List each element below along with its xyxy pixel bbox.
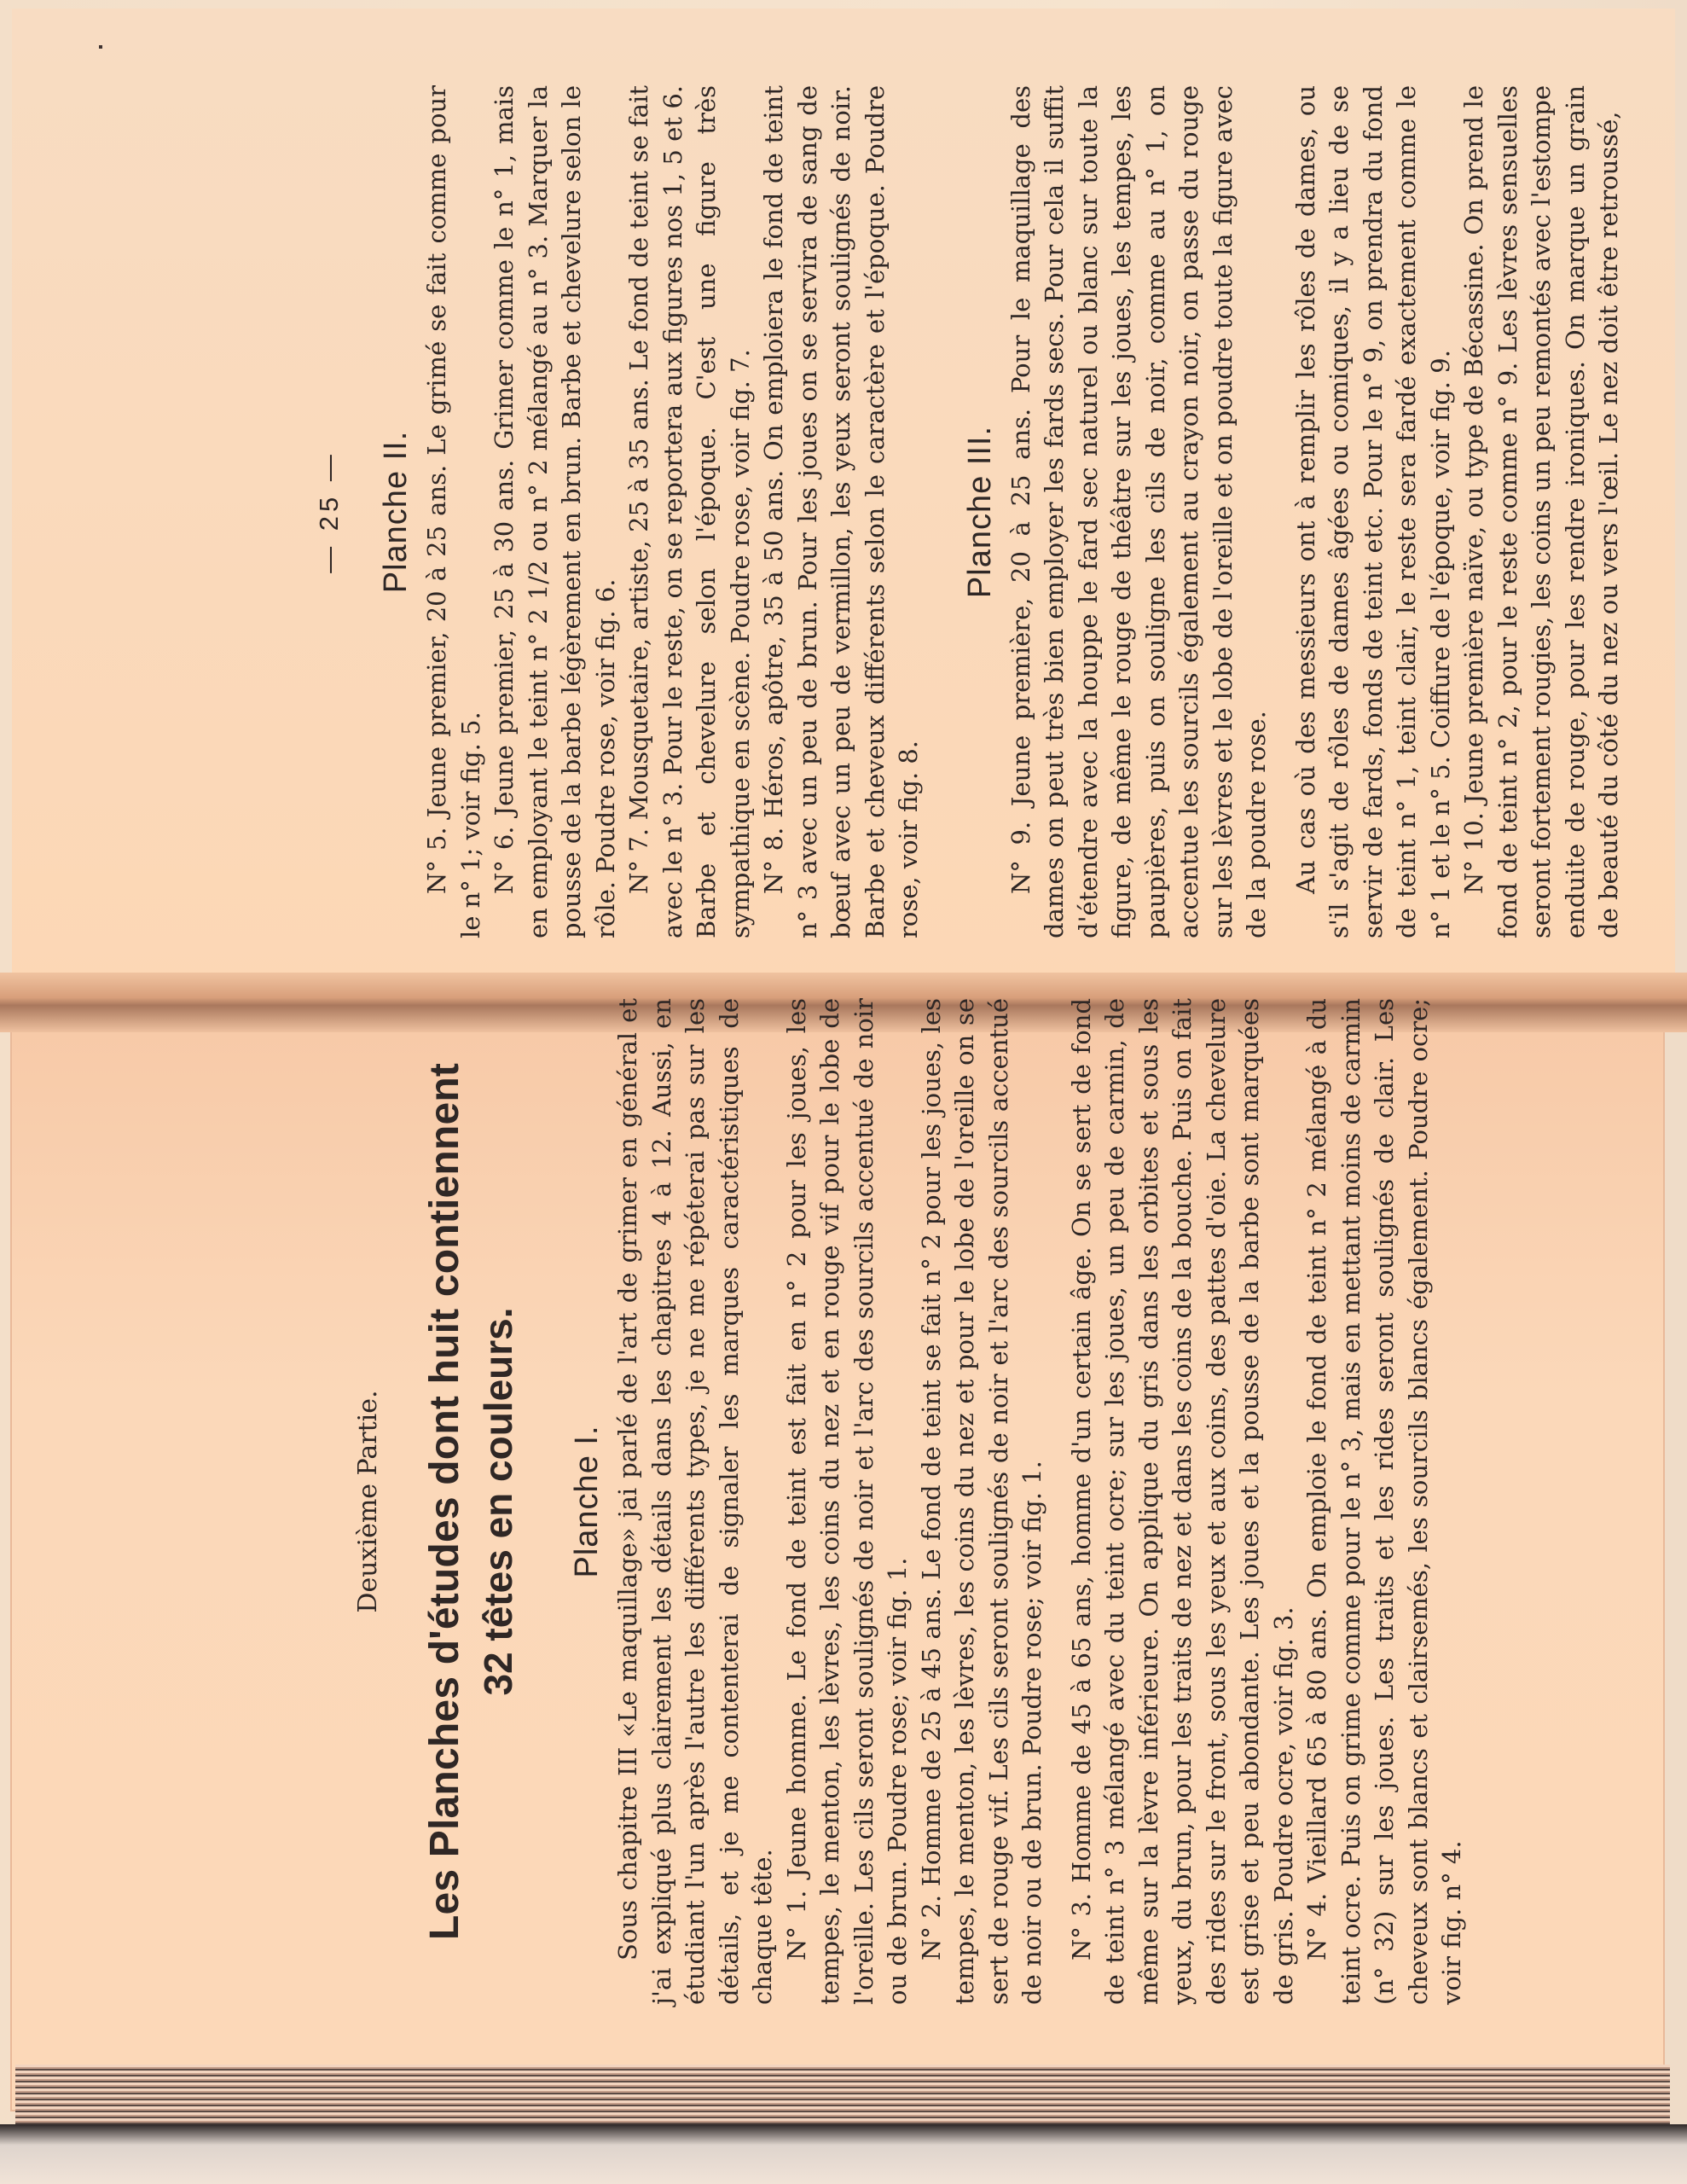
part-heading: Deuxième Partie. [353, 1390, 383, 1613]
plate-i-heading: Planche I. [569, 1425, 605, 1578]
main-subtitle: 32 têtes en couleurs. [476, 1307, 520, 1696]
left-paragraph-no-1: N° 1. Jeune homme. Le fond de teint est fait en n° 2 pour les joues, les tempes, le menton, les lèvres, les coins du nez et en rouge vif pour le lobe de l'oreille. Les cils seront soulignés de noir et l'arc des sourcils accentué de noir ou de brun. Poudre rose; voir fig. 1. [781, 998, 912, 2005]
right-paragraph-no-6: N° 6. Jeune premier, 25 à 30 ans. Grimer comme le n° 1, mais en employant le teint n° 2 1/2 ou n° 2 mélangé au n° 3. Marquer la pousse de la barbe légèrement en brun. Barbe et chevelure selon le rôle. Poudre rose, voir fig. 6. [490, 85, 620, 938]
right-paragraph-men-as-women: Au cas où des messieurs ont à remplir les rôles de dames, ou s'il s'agit de rôles de dames âgées ou comiques, il y a lieu de se servir de fards, fonds de teint etc. Pour le n° 9, on prendra du fond de teint n° 1, teint clair, le reste sera fardé exactement comme le n° 1 et le n° 5. Coiffure de l'époque, voir fig. 9. [1290, 85, 1455, 938]
main-title: Les Planches d'études dont huit contiennent [422, 1062, 467, 1941]
right-page-text [311, 85, 1626, 938]
plate-ii-heading: Planche II. [378, 430, 414, 594]
left-page-text [350, 998, 1470, 2005]
left-paragraph-no-4: N° 4. Vieillard 65 à 80 ans. On emploie le fond de teint n° 2 mélangé à du teint ocre. Puis on grime comme pour le n° 3, mais en mettant moins de carmin (n° 32) sur les joues. Les traits et les rides seront soulignés de clair. Les cheveux sont blancs et clairsemés, les sourcils blancs également. Poudre ocre; voir fig. n° 4. [1302, 998, 1466, 2005]
right-paragraph-no-5: N° 5. Jeune premier, 20 à 25 ans. Le grimé se fait comme pour le n° 1; voir fig. 5. [422, 85, 485, 938]
right-paragraph-no-9: N° 9. Jeune première, 20 à 25 ans. Pour le maquillage des dames on peut très bien employer les fards secs. Pour cela il suffit d'étendre avec la houppe le fard sec naturel ou blanc sur toute la figure, de même le rouge de théâtre sur les joues, les tempes, les paupières, puis on souligne les cils de noir, comme au n° 1, on accentue les sourcils également au crayon noir, on passe du rouge sur les lèvres et le lobe de l'oreille et on poudre toute la figure avec de la poudre rose. [1006, 85, 1271, 938]
right-paragraph-no-7: N° 7. Mousquetaire, artiste, 25 à 35 ans. Le fond de teint se fait avec le n° 3. Pour le reste, on se reportera aux figures nos 1, 5 et 6. Barbe et chevelure selon l'époque. C'est une figure très sympathique en scène. Poudre rose, voir fig. 7. [624, 85, 755, 938]
left-paragraph-no-2: N° 2. Homme de 25 à 45 ans. Le fond de teint se fait n° 2 pour les joues, les tempes, le menton, les lèvres, les coins du nez et pour le lobe de l'oreille on se sert de rouge vif. Les cils seront soulignés de noir et l'arc des sourcils accentué de noir ou de brun. Poudre rose; voir fig. 1. [916, 998, 1046, 2005]
right-paragraph-no-10: N° 10. Jeune première naïve, ou type de Bécassine. On prend le fond de teint n° 2, pour le reste comme n° 9. Les lèvres sensuelles seront fortement rougies, les coins un peu remontés avec l'estompe enduite de rouge, pour les rendre ironiques. On marque un grain de beauté du côté du nez ou vers l'œil. Le nez doit être retroussé, [1459, 85, 1623, 938]
plate-iii-heading: Planche III. [961, 425, 998, 599]
left-paragraph-intro: Sous chapitre III «Le maquillage» jai parlé de l'art de grimer en général et j'ai expliqué plus clairement les détails dans les chapitres 4 à 12. Aussi, en étudiant l'un après l'autre les différents types, je ne me répéterai pas sur les détails, et je me contenterai de signaler les marques caractéristiques de chaque tête. [613, 998, 777, 2005]
left-paragraph-no-3: N° 3. Homme de 45 à 65 ans, homme d'un certain âge. On se sert de fond de teint n° 3 mélangé avec du teint ocre; sur les joues, un peu de carmin, de même sur la lèvre inférieure. On applique du gris dans les orbites et sous les yeux, du brun, pour les traits de nez et dans les coins de la bouche. Puis on fait des rides sur le front, sous les yeux et aux coins, des pattes d'oie. La chevelure est grise et peu abondante. Les joues et la pousse de la barbe sont marquées de gris. Poudre ocre, voir fig. 3. [1066, 998, 1298, 2005]
right-paragraph-no-8: N° 8. Héros, apôtre, 35 à 50 ans. On emploiera le fond de teint n° 3 avec un peu de brun. Pour les joues on se servira de sang de bœuf avec un peu de vermillon, les yeux seront soulignés de noir. Barbe et cheveux différents selon le caractère et l'époque. Poudre rose, voir fig. 8. [759, 85, 923, 938]
page-number: — 25 — [314, 450, 344, 573]
